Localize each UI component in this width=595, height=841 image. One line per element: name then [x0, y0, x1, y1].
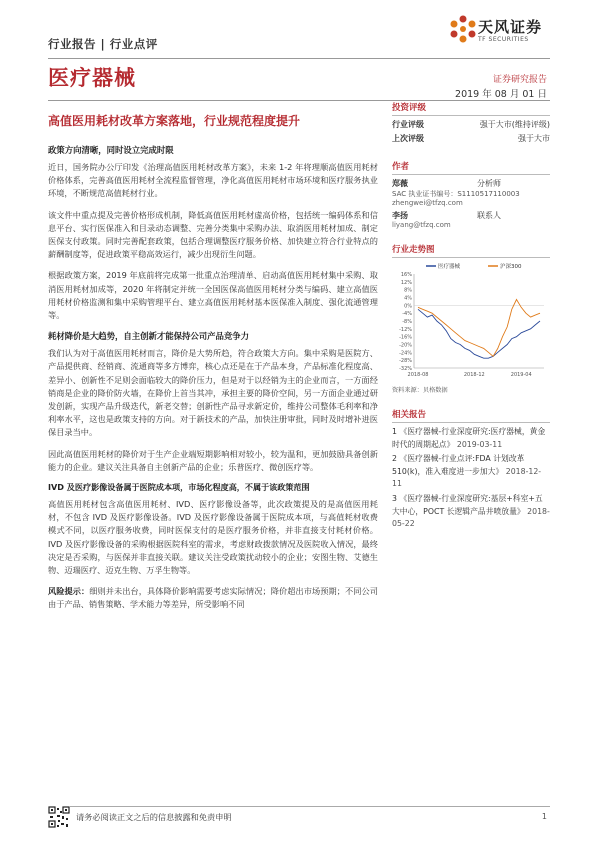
- legend-label: 沪深300: [500, 264, 522, 270]
- sidebar: [392, 100, 550, 531]
- rating-value: 强于大市(维持评级): [479, 120, 550, 129]
- related-title: 相关报告: [392, 410, 427, 420]
- related-text: 《医疗器械-行业点评:FDA 计划改革 510(k)，准入难度进一步加大》: [392, 454, 525, 476]
- risk-label: 风险提示：: [48, 586, 90, 597]
- paragraph: 该文件中重点提及完善价格形成机制，降低高值医用耗材虚高价格，包括统一编码体系和信息平台、实行医保准入和目录动态调整、完善分类集中采购办法、取消医用耗材加成、制定医保支付政策。同时完善配套政策，包括合理调整医疗服务价格、加快建立符合行业特点的薪酬制度等，促进政策平稳高效运行，减少出现衍生问题。: [48, 209, 378, 260]
- divider: [392, 257, 550, 258]
- divider: [392, 422, 550, 423]
- report-date: 2019 年 08 月 01 日: [455, 89, 547, 100]
- related-report[interactable]: [392, 453, 550, 491]
- related-date: 2019-03-11: [456, 439, 503, 449]
- related-report[interactable]: [392, 426, 550, 451]
- report-kind: 证券研究报告: [492, 75, 547, 85]
- x-tick-label: 2019-04: [510, 372, 532, 378]
- author-row: [392, 210, 550, 221]
- chart-source: 资料来源：贝格数据: [392, 387, 448, 394]
- author-role: 分析师: [477, 179, 501, 188]
- brand-logo-icon: [448, 14, 478, 44]
- related-text: 《医疗器械-行业深度研究:基层+科室+五大中心，POCT 长逻辑产品井喷放量》: [392, 493, 543, 516]
- y-tick-label: -4%: [402, 311, 412, 318]
- footer-notice: 请务必阅读正文之后的信息披露和免责申明: [76, 812, 232, 822]
- qr-code-icon: [48, 806, 70, 828]
- brand-name-en: TF SECURITIES: [478, 36, 529, 43]
- trend-chart: [392, 260, 550, 380]
- author-cert: SAC 执业证书编号：S1110517110003: [392, 190, 520, 198]
- report-title: 高值医用耗材改革方案落地，行业规范程度提升: [48, 114, 301, 128]
- rating-title: 投资评级: [392, 103, 427, 113]
- author-email[interactable]: liyang@tfzq.com: [392, 221, 451, 229]
- y-tick-label: -12%: [399, 326, 412, 333]
- section-heading: IVD 及医疗影像设备属于医院成本项，市场化程度高，不属于该政策范围: [48, 482, 310, 493]
- section-heading: 政策方向清晰，同时设立完成时限: [48, 145, 174, 155]
- related-no: 1: [392, 427, 397, 436]
- rating-row: [392, 119, 550, 130]
- paragraph: 近日，国务院办公厅印发《治理高值医用耗材改革方案》，未来 1-2 年将理顺高值医用耗材价格体系，完善高值医用耗材全流程监督管理，净化高值医用耗材市场环境和医疗服务执业环境，不断规范高值耗材行业。: [48, 162, 378, 199]
- author-email[interactable]: zhengwei@tfzq.com: [392, 199, 463, 207]
- author-name: 郑薇: [392, 179, 408, 188]
- author-title: 作者: [392, 162, 410, 172]
- trend-title: 行业走势图: [392, 245, 435, 255]
- divider: [392, 174, 550, 175]
- related-text: 《医疗器械-行业深度研究:医疗器械，黄金时代的周期起点》: [392, 427, 546, 449]
- main-content: [48, 144, 378, 612]
- sector-title: 医疗器械: [48, 66, 136, 90]
- series-line-csi300: [418, 300, 540, 357]
- y-tick-label: 4%: [404, 295, 412, 302]
- legend-label: 医疗器械: [438, 264, 461, 270]
- risk-warning: [48, 585, 378, 611]
- paragraph: 因此高值医用耗材的降价对于生产企业端短期影响相对较小，较为温和，更加鼓励具备创新能力的企业。建议关注具备自主创新产品的企业；乐普医疗、微创医疗等。: [48, 448, 378, 472]
- brand-name: 天风证券: [478, 18, 543, 36]
- paragraph: 根据政策方案，2019 年底前将完成第一批重点治理清单、启动高值医用耗材集中采购、取消医用耗材加成等，2020 年将制定并统一全国医保高值医用耗材分类与编码、建立高值医用耗材价格监测和集中采购管理平台、建立高值医用耗材基本医保准入制度、强化流通管理等。: [48, 270, 378, 321]
- y-tick-label: -16%: [399, 334, 412, 341]
- y-tick-label: -24%: [399, 350, 412, 357]
- divider: [392, 115, 550, 116]
- footer-divider: [48, 806, 550, 807]
- y-tick-label: 12%: [400, 279, 412, 286]
- related-date: 2018-05-22: [392, 506, 550, 529]
- rating-row: [392, 133, 550, 144]
- related-report[interactable]: [392, 493, 550, 531]
- related-no: 2: [392, 454, 397, 464]
- related-date: 2018-12-11: [392, 466, 542, 489]
- author-role: 联系人: [477, 211, 501, 220]
- y-tick-label: -28%: [399, 358, 412, 365]
- x-tick-label: 2018-12: [463, 372, 485, 378]
- rating-label: 行业评级: [392, 120, 424, 129]
- section-heading: 耗材降价是大趋势，自主创新才能保持公司产品竞争力: [48, 331, 249, 342]
- rating-value: 强于大市: [518, 134, 550, 143]
- y-tick-label: -8%: [402, 319, 412, 325]
- header-divider: [48, 58, 550, 59]
- risk-text: 细则并未出台，具体降价影响需要考虑实际情况；降价超出市场预期；不同公司由于产品、销售策略、学术能力等差异，所受影响不同: [48, 586, 378, 610]
- author-row: [392, 178, 550, 189]
- report-type: 行业报告 | 行业点评: [48, 37, 158, 51]
- rating-label: 上次评级: [392, 134, 424, 143]
- page-number: 1: [541, 812, 547, 821]
- y-tick-label: -20%: [399, 342, 412, 349]
- x-tick-label: 2018-08: [407, 372, 429, 378]
- paragraph: 我们认为对于高值医用耗材而言，降价是大势所趋，符合政策大方向。集中采购是医院方、产品提供商、经销商、流通商等多方博弈，核心点还是在于产品本身，产品标准化程度高、差异小、创新性不足则会面临较大的降价压力，但是对于以经销为主的企业而言，一方面经销商是企业的降价防火墙，在降价上首当其冲，承担主要的降价空间，另一方面企业通过研发创新，实现产品升级迭代，新老交替；创新性产品寻求新定价，维持公司整体毛利率和净利率水平，这也是政策支持的方向。对于新技术的产品，加快注册审批，同时及时增补进医保目录当中。: [48, 348, 378, 438]
- y-tick-label: 0%: [404, 303, 412, 310]
- paragraph: 高值医用耗材包含高值医用耗材、IVD、医疗影像设备等，此次政策提及的是高值医用耗材，不包含 IVD 及医疗影像设备。IVD 及医疗影像设备属于医院成本项，与高值耗材收费模式不同，以医疗服务收费，同时医保支付的是医疗服务价格，并非直接支付耗材价格。IVD 及医疗影像设备的采购根据医院科室的需求，考虑财政拨款情况及医院收入情况，最终决定是否采购，与医保并非直接关联。建议关注受政策扰动较小的企业；安图生物、艾德生物、迈瑞医疗、迈克生物、万孚生物等。: [48, 499, 378, 576]
- y-tick-label: -32%: [399, 366, 412, 372]
- y-tick-label: 16%: [400, 272, 412, 278]
- related-no: 3: [392, 493, 397, 503]
- y-tick-label: 8%: [404, 287, 412, 294]
- author-name: 李扬: [392, 211, 408, 220]
